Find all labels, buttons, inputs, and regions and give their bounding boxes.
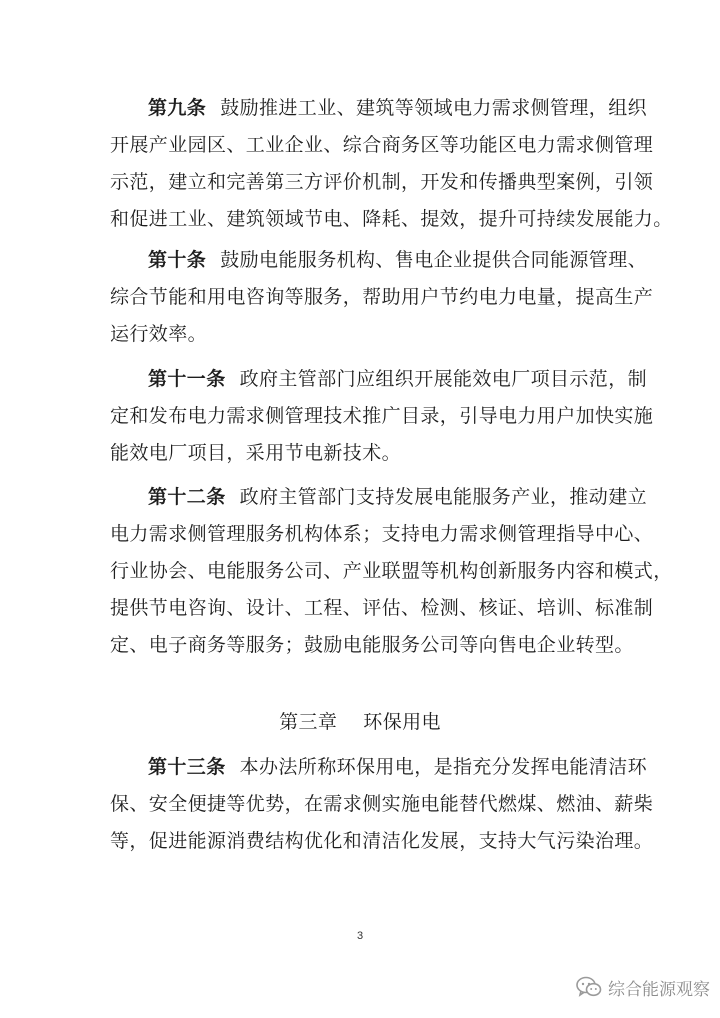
article-heading: 第九条 [148,97,207,119]
paragraph-line: 和促进工业、建筑领域节电、降耗、提效，提升可持续发展能力。 [110,208,673,230]
paragraph-line: 行业协会、电能服务公司、产业联盟等机构创新服务内容和模式， [110,560,673,582]
chapter-heading [0,706,720,738]
paragraph-line: 提供节电咨询、设计、工程、评估、检测、核证、培训、标准制 [110,597,654,619]
chapter-title: 环保用电 [363,711,441,733]
paragraph-line: 综合节能和用电咨询等服务，帮助用户节约电力电量，提高生产 [110,286,654,308]
paragraph-line: 第十三条 本办法所称环保用电，是指充分发挥电能清洁环 [148,756,648,778]
watermark-text: 综合能源观察 [608,979,710,1000]
watermark [576,972,710,1002]
paragraph-line: 第十条 鼓励电能服务机构、售电企业提供合同能源管理、 [148,249,648,271]
paragraph-line: 定、电子商务等服务；鼓励电能服务公司等向售电企业转型。 [110,634,634,656]
article-heading: 第十二条 [148,486,226,508]
paragraph-line: 第九条 鼓励推进工业、建筑等领域电力需求侧管理，组织 [148,97,648,119]
article-heading: 第十条 [148,249,207,271]
paragraph-line: 第十二条 政府主管部门支持发展电能服务产业，推动建立 [148,486,648,508]
paragraph-line: 能效电厂项目，采用节电新技术。 [110,442,402,464]
paragraph-line: 电力需求侧管理服务机构体系；支持电力需求侧管理指导中心、 [110,523,654,545]
paragraph-line: 定和发布电力需求侧管理技术推广目录，引导电力用户加快实施 [110,405,654,427]
article-heading: 第十一条 [148,368,226,390]
paragraph-line: 第十一条 政府主管部门应组织开展能效电厂项目示范，制 [148,368,648,390]
paragraph-line: 开展产业园区、工业企业、综合商务区等功能区电力需求侧管理 [110,134,654,156]
chapter-number: 第三章 [279,711,338,733]
paragraph-line: 运行效率。 [110,323,208,345]
wechat-icon [576,976,602,998]
paragraph-line: 等，促进能源消费结构优化和清洁化发展，支持大气污染治理。 [110,830,654,852]
paragraph-line: 示范，建立和完善第三方评价机制，开发和传播典型案例，引领 [110,171,654,193]
paragraph-line: 保、安全便捷等优势，在需求侧实施电能替代燃煤、燃油、薪柴 [110,793,654,815]
article-heading: 第十三条 [148,756,226,778]
page-number: 3 [356,930,364,942]
